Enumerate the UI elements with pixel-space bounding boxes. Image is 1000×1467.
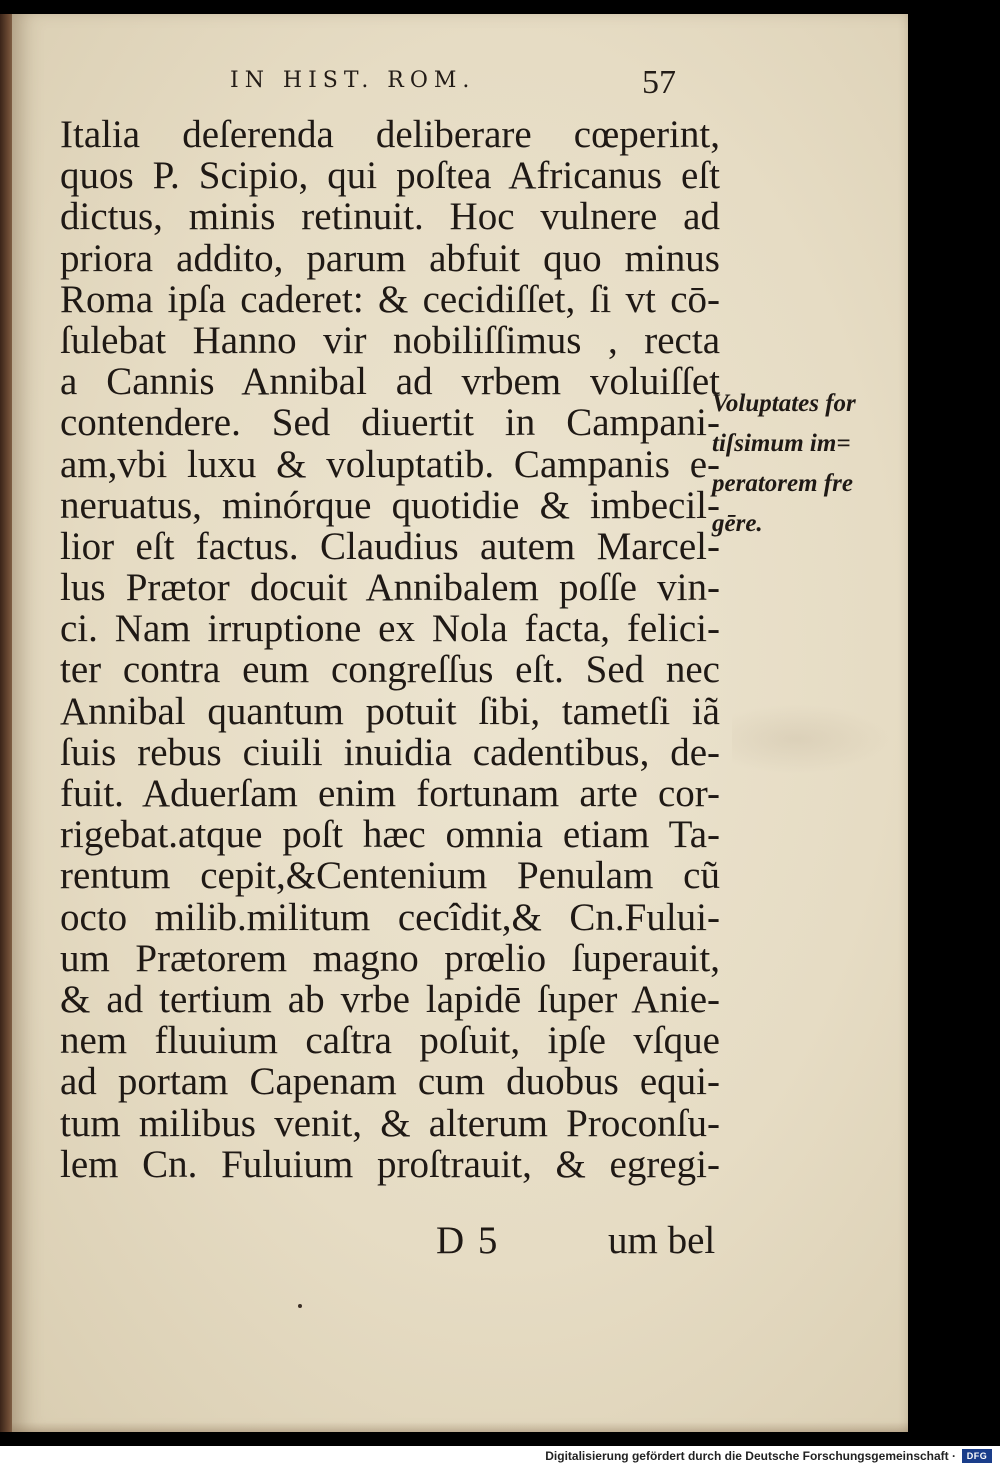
signature-mark: D 5 xyxy=(436,1219,500,1262)
text-line: Annibal quantum potuit ſibi, tametſi iã xyxy=(60,689,720,733)
text-line: um Prætorem magno prœlio ſuperauit, xyxy=(60,936,720,980)
marginal-note-line: gēre. xyxy=(712,510,763,537)
marginal-note-line: tiſsimum im= xyxy=(712,430,851,457)
footer-bar xyxy=(0,1446,1000,1467)
book-page xyxy=(12,14,908,1432)
text-line: Roma ipſa caderet: & cecidiſſet, ſi vt cō- xyxy=(60,277,720,321)
text-line: lem Cn. Fuluium proſtrauit, & egregi- xyxy=(60,1142,720,1186)
text-line: ad portam Capenam cum duobus equi- xyxy=(60,1060,720,1104)
text-line: lus Prætor docuit Annibalem poſſe vin- xyxy=(60,566,720,610)
text-line: ci. Nam irruptione ex Nola facta, felici- xyxy=(60,607,720,651)
paper-speck xyxy=(298,1304,302,1308)
marginal-note-line: peratorem fre xyxy=(712,470,853,497)
text-line: lior eſt factus. Claudius autem Marcel- xyxy=(60,524,720,568)
text-line: ſuis rebus ciuili inuidia cadentibus, de- xyxy=(60,730,720,774)
text-line: ter contra eum congreſſus eſt. Sed nec xyxy=(60,648,720,692)
text-line: octo milib.militum cecîdit,& Cn.Fului- xyxy=(60,895,720,939)
ink-bleed-through xyxy=(732,704,892,774)
funding-credit: Digitalisierung gefördert durch die Deutsche Forschungsgemeinschaft · xyxy=(545,1449,956,1463)
dfg-logo: DFG xyxy=(962,1449,992,1463)
text-line: rentum cepit,&Centenium Penulam cũ xyxy=(60,854,720,898)
running-head: IN HIST. ROM. xyxy=(230,68,476,93)
marginal-note-line: Voluptates for xyxy=(712,390,856,417)
text-line: a Cannis Annibal ad vrbem voluiſſet xyxy=(60,360,720,404)
text-line: rigebat.atque poſt hæc omnia etiam Ta- xyxy=(60,813,720,857)
marginal-note xyxy=(712,384,892,544)
page-number: 57 xyxy=(642,64,676,101)
body-text xyxy=(60,114,720,1185)
text-line: ſulebat Hanno vir nobiliſſimus , recta xyxy=(60,318,720,362)
text-line: contendere. Sed diuertit in Campani- xyxy=(60,401,720,445)
catchword: um bel xyxy=(608,1219,716,1262)
text-line: & ad tertium ab vrbe lapidē ſuper Anie- xyxy=(60,977,720,1021)
text-line: fuit. Aduerſam enim fortunam arte cor- xyxy=(60,772,720,815)
text-line: neruatus, minórque quotidie & imbecil- xyxy=(60,483,720,527)
text-line: quos P. Scipio, qui poſtea Africanus eſt xyxy=(60,154,720,198)
text-line: Italia deſerenda deliberare cœperint, xyxy=(60,113,720,156)
text-line: priora addito, parum abfuit quo minus xyxy=(60,236,720,280)
text-line: nem fluuium caſtra poſuit, ipſe vſque xyxy=(60,1019,720,1063)
page-bottom-edge xyxy=(12,1422,908,1432)
text-line: am,vbi luxu & voluptatib. Campanis e- xyxy=(60,442,720,486)
text-line: tum milibus venit, & alterum Proconſu- xyxy=(60,1101,720,1145)
text-line: dictus, minis retinuit. Hoc vulnere ad xyxy=(60,195,720,239)
